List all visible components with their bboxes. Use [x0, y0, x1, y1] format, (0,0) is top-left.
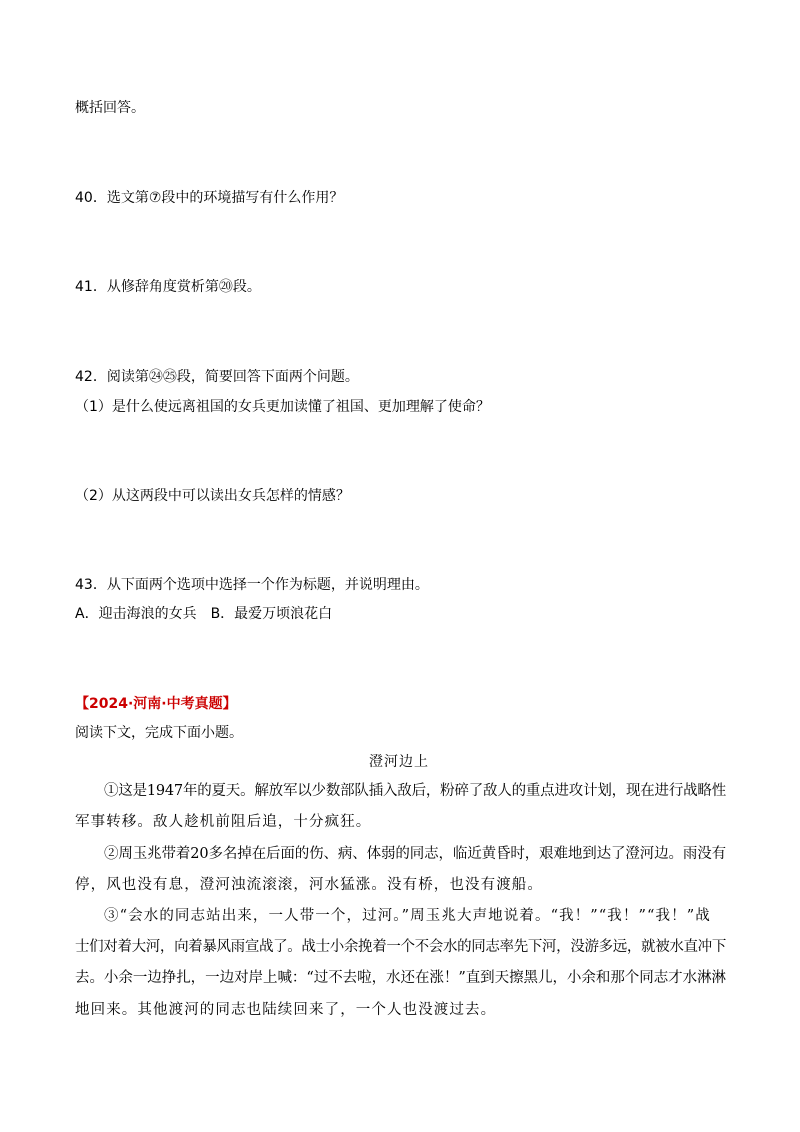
- passage-line: ①这是1947年的夏天。解放军以少数部队插入敌后，粉碎了敌人的重点进攻计划，现在进行战略性: [104, 783, 726, 799]
- reading-instruction: 阅读下文，完成下面小题。: [75, 725, 243, 741]
- passage-line: 士们对着大河，向着暴风雨宣战了。战士小余挽着一个不会水的同志率先下河，没游多远，就被水直冲下: [75, 939, 726, 955]
- passage-line: 去。小余一边挣扎，一边对岸上喊：“过不去啦，水还在涨！”直到天擦黑儿，小余和那个同志才水淋淋: [75, 970, 727, 986]
- passage-line: ②周玉兆带着20多名掉在后面的伤、病、体弱的同志，临近黄昏时，艰难地到达了澄河边。雨没有: [104, 846, 726, 862]
- passage-line: 停，风也没有息，澄河浊流滚滚，河水猛涨。没有桥，也没有渡船。: [75, 877, 543, 893]
- question-40: 40．选文第⑦段中的环境描写有什么作用？: [75, 190, 344, 206]
- passage-title: 澄河边上: [369, 754, 429, 770]
- intro-tail-text: 概括回答。: [75, 100, 145, 116]
- question-42-part-1: （1）是什么使远离祖国的女兵更加读懂了祖国、更加理解了使命？: [75, 399, 490, 415]
- question-43-options: A．迎击海浪的女兵 B．最爱万顷浪花白: [75, 606, 333, 622]
- question-41: 41．从修辞角度赏析第⑳段。: [75, 279, 261, 295]
- passage-line: 地回来。其他渡河的同志也陆续回来了，一个人也没渡过去。: [75, 1002, 497, 1018]
- question-42-part-2: （2）从这两段中可以读出女兵怎样的情感？: [75, 488, 350, 504]
- source-tag: 【2024·河南·中考真题】: [75, 696, 237, 712]
- question-42: 42．阅读第㉔㉕段，简要回答下面两个问题。: [75, 369, 359, 385]
- passage-line: 军事转移。敌人趁机前阻后追，十分疯狂。: [75, 814, 372, 830]
- passage-line: ③“会水的同志站出来，一人带一个，过河。”周玉兆大声地说着。“我！”“我！”“我！”战: [104, 908, 711, 924]
- question-43: 43．从下面两个选项中选择一个作为标题，并说明理由。: [75, 577, 429, 593]
